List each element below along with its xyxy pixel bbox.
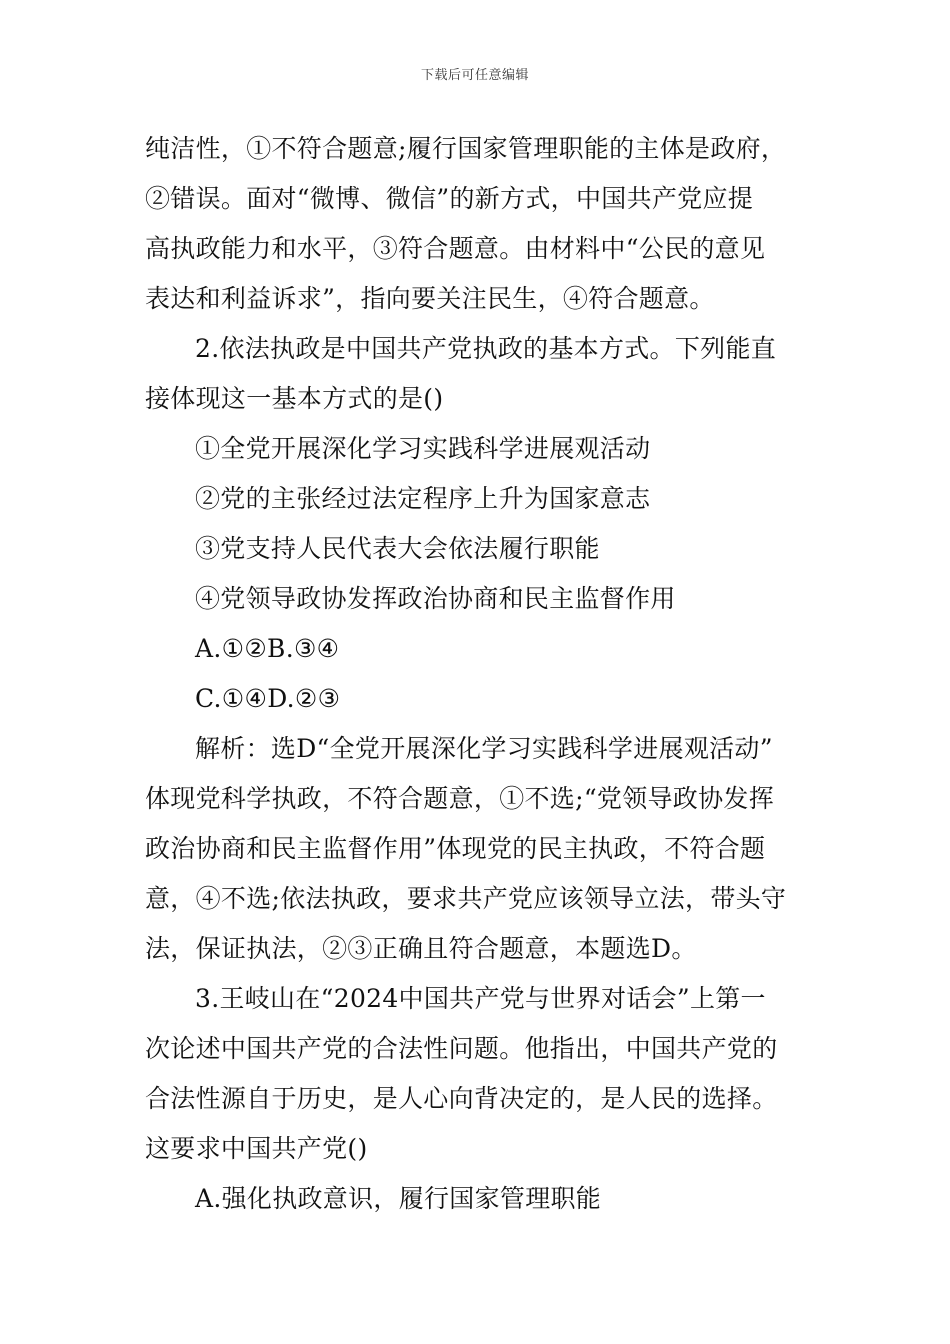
text-line: 纯洁性，①不符合题意;履行国家管理职能的主体是政府， bbox=[145, 134, 787, 163]
text-line: 意，④不选;依法执政，要求共产党应该领导立法，带头守 bbox=[145, 884, 787, 913]
answer-options-cd: C.①④D.②③ bbox=[195, 684, 341, 713]
text-line: 这要求中国共产党() bbox=[145, 1134, 368, 1163]
text-line: 接体现这一基本方式的是() bbox=[145, 384, 444, 413]
text-line: ②错误。面对“微博、微信”的新方式，中国共产党应提 bbox=[145, 184, 754, 213]
statement-4: ④党领导政协发挥政治协商和民主监督作用 bbox=[195, 584, 676, 613]
text-line: 表达和利益诉求”，指向要关注民生，④符合题意。 bbox=[145, 284, 715, 313]
page-header: 下载后可任意编辑 bbox=[420, 68, 529, 83]
statement-1: ①全党开展深化学习实践科学进展观活动 bbox=[195, 434, 651, 463]
text-line: 合法性源自于历史，是人心向背决定的，是人民的选择。 bbox=[145, 1084, 778, 1113]
text-line: 体现党科学执政，不符合题意，①不选;“党领导政协发挥 bbox=[145, 784, 775, 813]
text-line: 高执政能力和水平，③符合题意。由材料中“公民的意见 bbox=[145, 234, 766, 263]
text-line: 次论述中国共产党的合法性问题。他指出，中国共产党的 bbox=[145, 1034, 778, 1063]
statement-2: ②党的主张经过法定程序上升为国家意志 bbox=[195, 484, 651, 513]
text-line: 政治协商和民主监督作用”体现党的民主执政，不符合题 bbox=[145, 834, 766, 863]
answer-option-a: A.强化执政意识，履行国家管理职能 bbox=[195, 1184, 602, 1213]
text-line: 法，保证执法，②③正确且符合题意，本题选D。 bbox=[145, 934, 697, 963]
answer-options-ab: A.①②B.③④ bbox=[195, 634, 340, 663]
question-2-stem: 2.依法执政是中国共产党执政的基本方式。下列能直 bbox=[195, 334, 777, 363]
analysis-text: 解析：选D“全党开展深化学习实践科学进展观活动” bbox=[195, 734, 773, 763]
document-body bbox=[145, 124, 815, 1224]
statement-3: ③党支持人民代表大会依法履行职能 bbox=[195, 534, 600, 563]
question-3-stem: 3.王岐山在“2024中国共产党与世界对话会”上第一 bbox=[195, 984, 766, 1013]
